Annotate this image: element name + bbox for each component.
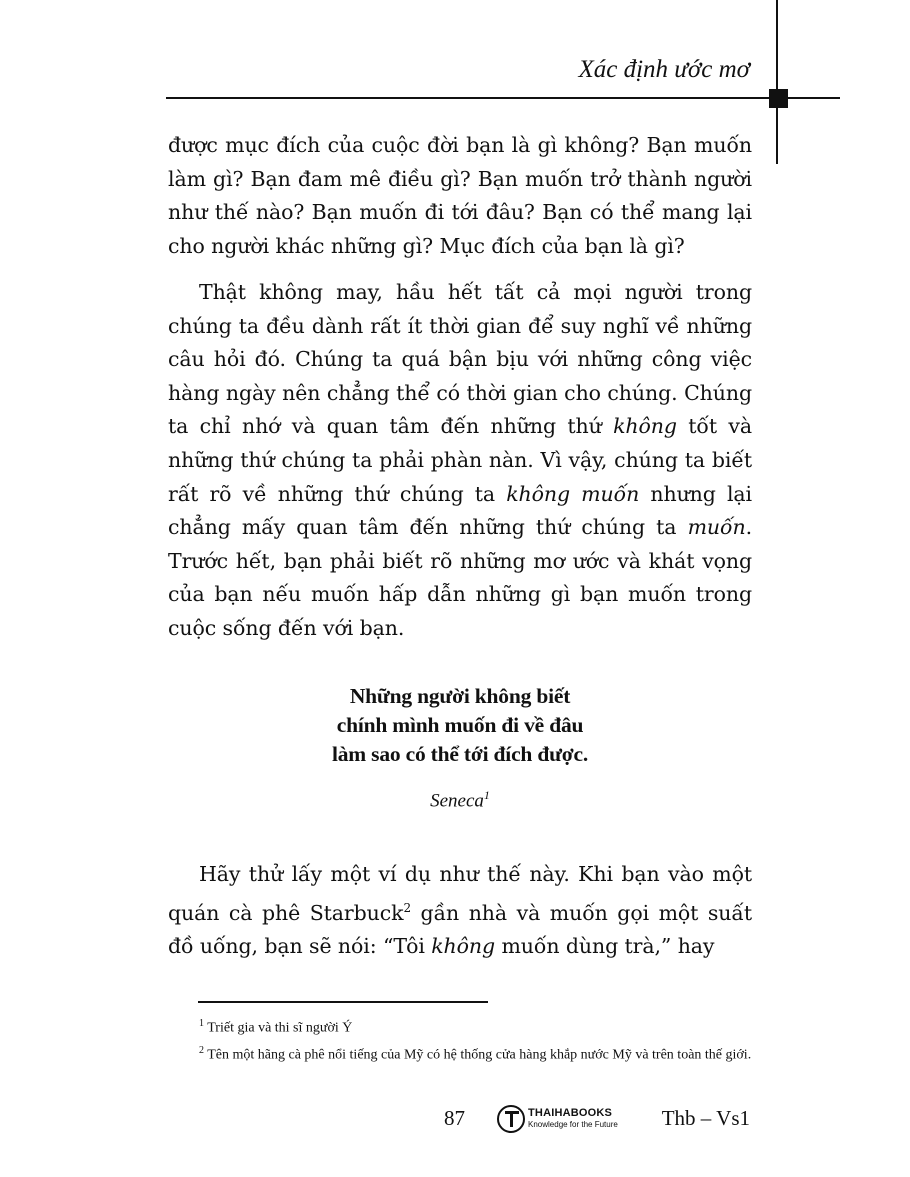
footnotes (168, 1013, 752, 1066)
footnote-2 (168, 1040, 752, 1067)
quote-author-name: Seneca (430, 790, 484, 812)
quote-line-1: Những người không biết (349, 684, 571, 708)
paragraph-2-part-a: Thật không may, hầu hết tất cả mọi người trong chúng ta đều dành rất ít thời gian để suy nghĩ về những câu hỏi đó. Chúng ta quá bận bịu với những công việc hàng ngày nên chẳng thể có thời gian cho chúng. Chúng ta chỉ nhớ và quan tâm đến những thứ (168, 280, 752, 439)
crop-mark-square (769, 89, 788, 108)
footnote-1-text: Triết gia và thi sĩ người Ý (207, 1020, 353, 1036)
quote-line-2: chính mình muốn đi về đâu (336, 713, 584, 737)
footnote-1 (168, 1013, 752, 1040)
footnote-rule (198, 1001, 488, 1003)
paragraph-3-part-c: muốn dùng trà,” hay (495, 934, 715, 959)
emphasis-khong: không (613, 414, 677, 439)
paragraph-1 (168, 129, 752, 263)
paragraph-3-part-a: Hãy thử lấy một ví dụ như thế này. Khi bạn vào một quán cà phê Starbuck (168, 862, 752, 925)
quote-line-3: làm sao có thể tới đích được. (331, 742, 589, 766)
paragraph-2-part-d: . Trước hết, bạn phải biết rõ những mơ ước và khát vọng của bạn nếu muốn hấp dẫn những gì bạn muốn trong cuộc sống đến với bạn. (168, 515, 752, 640)
crop-mark-vertical (776, 0, 778, 164)
emphasis-khong-2: không (431, 934, 496, 959)
paragraph-2 (168, 276, 752, 646)
logo-icon (497, 1105, 525, 1133)
emphasis-khong-muon: không muốn (506, 481, 640, 506)
footnote-ref-2: 2 (403, 900, 411, 915)
paragraph-2-part-b: tốt và những thứ chúng ta phải phàn nàn. Vì vậy, chúng ta biết rất rõ về những thứ chúng ta (168, 414, 753, 506)
running-title: Xác định ước mơ (578, 56, 750, 83)
footnote-2-text: Tên một hãng cà phê nổi tiếng của Mỹ có hệ thống cửa hàng khắp nước Mỹ và trên toàn thế giới. (207, 1047, 752, 1063)
publisher-logo (497, 1105, 617, 1135)
footnote-2-mark: 2 (199, 1044, 204, 1056)
publisher-name: THAIHABOOKS (528, 1107, 613, 1119)
quote-author (168, 788, 752, 812)
footnote-ref-1: 1 (483, 788, 490, 802)
paragraph-3-part-b: gần nhà và muốn gọi một suất đồ uống, bạn sẽ nói: “Tôi (168, 900, 752, 959)
emphasis-muon: muốn (687, 515, 746, 540)
footnote-1-mark: 1 (199, 1018, 204, 1029)
paragraph-2-part-c: nhưng lại chẳng mấy quan tâm đến những thứ chúng ta (168, 481, 753, 540)
header-rule (166, 97, 840, 99)
page-number: 87 (444, 1106, 465, 1130)
quote (168, 682, 752, 769)
paragraph-1-text: được mục đích của cuộc đời bạn là gì không? Bạn muốn làm gì? Bạn đam mê điều gì? Bạn muốn trở thành người như thế nào? Bạn muốn đi tới đâu? Bạn có thể mang lại cho người khác những gì? Mục đích của bạn là gì? (168, 133, 752, 258)
publisher-tagline: Knowledge for the Future (528, 1120, 618, 1129)
book-code: Thb – Vs1 (661, 1106, 750, 1130)
paragraph-3 (168, 858, 752, 964)
